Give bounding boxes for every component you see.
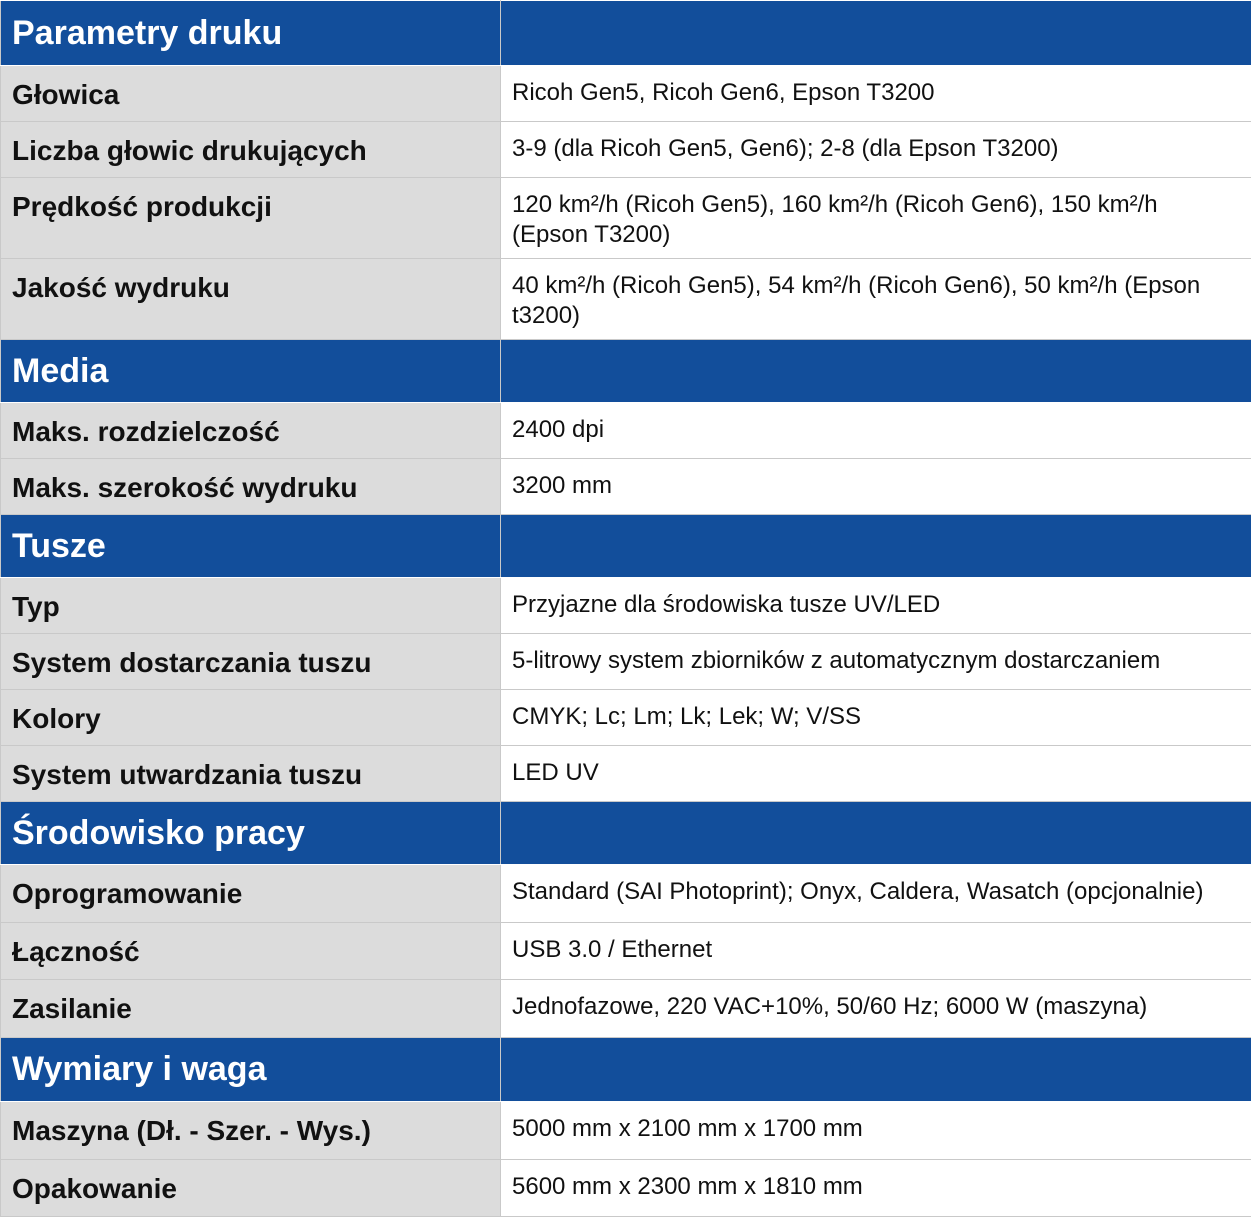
table-row [1, 122, 1251, 178]
table-row [1, 980, 1251, 1038]
table-row [1, 746, 1251, 802]
section-header-parametry-druku [1, 1, 1251, 66]
row-value: Przyjazne dla środowiska tusze UV/LED [501, 578, 1251, 634]
section-header-wymiary-i-waga [1, 1038, 1251, 1102]
section-header-srodowisko-pracy [1, 802, 1251, 865]
section-header-blank [501, 340, 1251, 403]
section-title: Parametry druku [1, 1, 501, 66]
row-value: 3-9 (dla Ricoh Gen5, Gen6); 2-8 (dla Epson T3200) [501, 122, 1251, 178]
section-title: Media [1, 340, 501, 403]
table-row [1, 403, 1251, 459]
row-value: 2400 dpi [501, 403, 1251, 459]
table-row [1, 178, 1251, 259]
row-value: 40 km²/h (Ricoh Gen5), 54 km²/h (Ricoh Gen6), 50 km²/h (Epson t3200) [501, 259, 1251, 340]
row-value: 5-litrowy system zbiorników z automatycznym dostarczaniem [501, 634, 1251, 690]
row-label: Łączność [1, 923, 501, 980]
row-label: Liczba głowic drukujących [1, 122, 501, 178]
row-value: LED UV [501, 746, 1251, 802]
row-value: Jednofazowe, 220 VAC+10%, 50/60 Hz; 6000 W (maszyna) [501, 980, 1251, 1038]
table-row [1, 578, 1251, 634]
table-row [1, 865, 1251, 923]
row-value: 5000 mm x 2100 mm x 1700 mm [501, 1102, 1251, 1160]
section-title: Środowisko pracy [1, 802, 501, 865]
row-value: CMYK; Lc; Lm; Lk; Lek; W; V/SS [501, 690, 1251, 746]
row-label: Oprogramowanie [1, 865, 501, 923]
row-label: Maks. rozdzielczość [1, 403, 501, 459]
section-title: Wymiary i waga [1, 1038, 501, 1102]
row-value: USB 3.0 / Ethernet [501, 923, 1251, 980]
row-value: 3200 mm [501, 459, 1251, 515]
row-label: Jakość wydruku [1, 259, 501, 340]
table-row [1, 1160, 1251, 1217]
row-label: Kolory [1, 690, 501, 746]
row-label: Prędkość produkcji [1, 178, 501, 259]
row-label: Maszyna (Dł. - Szer. - Wys.) [1, 1102, 501, 1160]
section-header-blank [501, 1, 1251, 66]
table-row [1, 923, 1251, 980]
section-header-tusze [1, 515, 1251, 578]
table-row [1, 459, 1251, 515]
row-label: Głowica [1, 66, 501, 122]
row-label: Zasilanie [1, 980, 501, 1038]
section-header-blank [501, 1038, 1251, 1102]
table-row [1, 634, 1251, 690]
row-value: 120 km²/h (Ricoh Gen5), 160 km²/h (Ricoh Gen6), 150 km²/h (Epson T3200) [501, 178, 1251, 259]
table-row [1, 259, 1251, 340]
row-label: Typ [1, 578, 501, 634]
table-row [1, 1102, 1251, 1160]
section-title: Tusze [1, 515, 501, 578]
row-label: System utwardzania tuszu [1, 746, 501, 802]
row-label: System dostarczania tuszu [1, 634, 501, 690]
table-row [1, 690, 1251, 746]
row-value: Ricoh Gen5, Ricoh Gen6, Epson T3200 [501, 66, 1251, 122]
section-header-blank [501, 802, 1251, 865]
row-value: 5600 mm x 2300 mm x 1810 mm [501, 1160, 1251, 1217]
table-row [1, 66, 1251, 122]
row-value: Standard (SAI Photoprint); Onyx, Caldera, Wasatch (opcjonalnie) [501, 865, 1251, 923]
row-label: Maks. szerokość wydruku [1, 459, 501, 515]
section-header-blank [501, 515, 1251, 578]
row-label: Opakowanie [1, 1160, 501, 1217]
section-header-media [1, 340, 1251, 403]
